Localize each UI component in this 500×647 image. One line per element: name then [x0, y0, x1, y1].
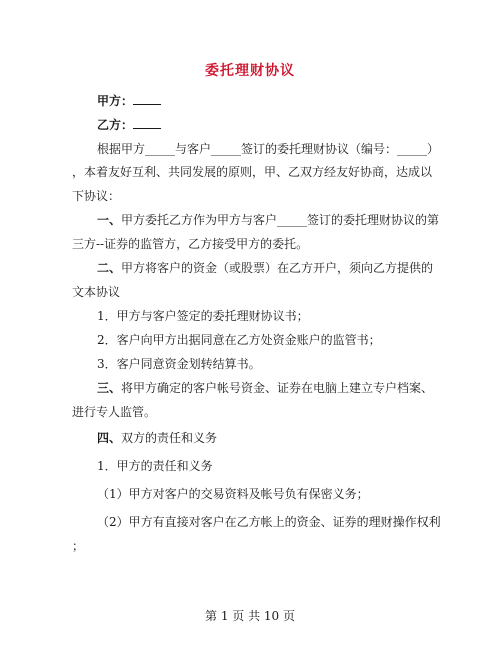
party-b-line [97, 116, 161, 133]
section-2-text: 甲方将客户的资金（或股票）在乙方开户，须向乙方提供的 [121, 261, 434, 275]
page-footer: 第 1 页 共 10 页 [205, 609, 295, 623]
section-4-heading [97, 429, 217, 446]
para-intro-line-3: 下协议： [72, 189, 121, 203]
party-a-blank [133, 94, 161, 105]
section-1-text: 甲方委托乙方作为甲方与客户_____签订的委托理财协议的第 [121, 213, 440, 227]
section-4-title: 双方的责任和义务 [121, 431, 218, 445]
section-1-line-1 [97, 211, 439, 228]
section-3-text: 将甲方确定的客户帐号资金、证券在电脑上建立专户档案、 [121, 381, 434, 395]
section-3-head: 三、 [97, 381, 122, 395]
para-intro-line-2: ，本着友好互利、共同发展的原则，甲、乙双方经友好协商，达成以 [72, 165, 433, 179]
document-title: 委托理财协议 [205, 63, 295, 79]
section-4-item-2: （2）甲方有直接对客户在乙方帐上的资金、证券的理财操作权利 [97, 515, 441, 529]
section-4-subheading: 1．甲方的责任和义务 [97, 459, 213, 473]
party-b-blank [133, 118, 161, 129]
list-item-2: 2．客户向甲方出据同意在乙方处资金账户的监管书； [97, 333, 381, 347]
list-item-1: 1．甲方与客户签定的委托理财协议书； [97, 309, 309, 323]
list-item-3: 3．客户同意资金划转结算书。 [97, 357, 261, 371]
section-3-line-2: 进行专人监管。 [72, 405, 157, 419]
section-2-head: 二、 [97, 261, 122, 275]
section-2-line-1 [97, 259, 433, 276]
party-a-line [97, 92, 161, 109]
section-4-head: 四、 [97, 431, 122, 445]
section-1-head: 一、 [97, 213, 122, 227]
section-4-item-1: （1）甲方对客户的交易资料及帐号负有保密义务； [97, 487, 369, 501]
party-b-label: 乙方： [97, 118, 134, 132]
section-1-line-2: 三方--证券的监管方，乙方接受甲方的委托。 [72, 237, 309, 251]
section-4-item-2-continuation: ； [72, 539, 85, 553]
section-2-line-2: 文本协议 [72, 285, 121, 299]
para-intro-line-1: 根据甲方_____与客户_____签订的委托理财协议（编号：_____） [97, 142, 440, 156]
party-a-label: 甲方： [97, 94, 134, 108]
section-3-line-1 [97, 379, 433, 396]
